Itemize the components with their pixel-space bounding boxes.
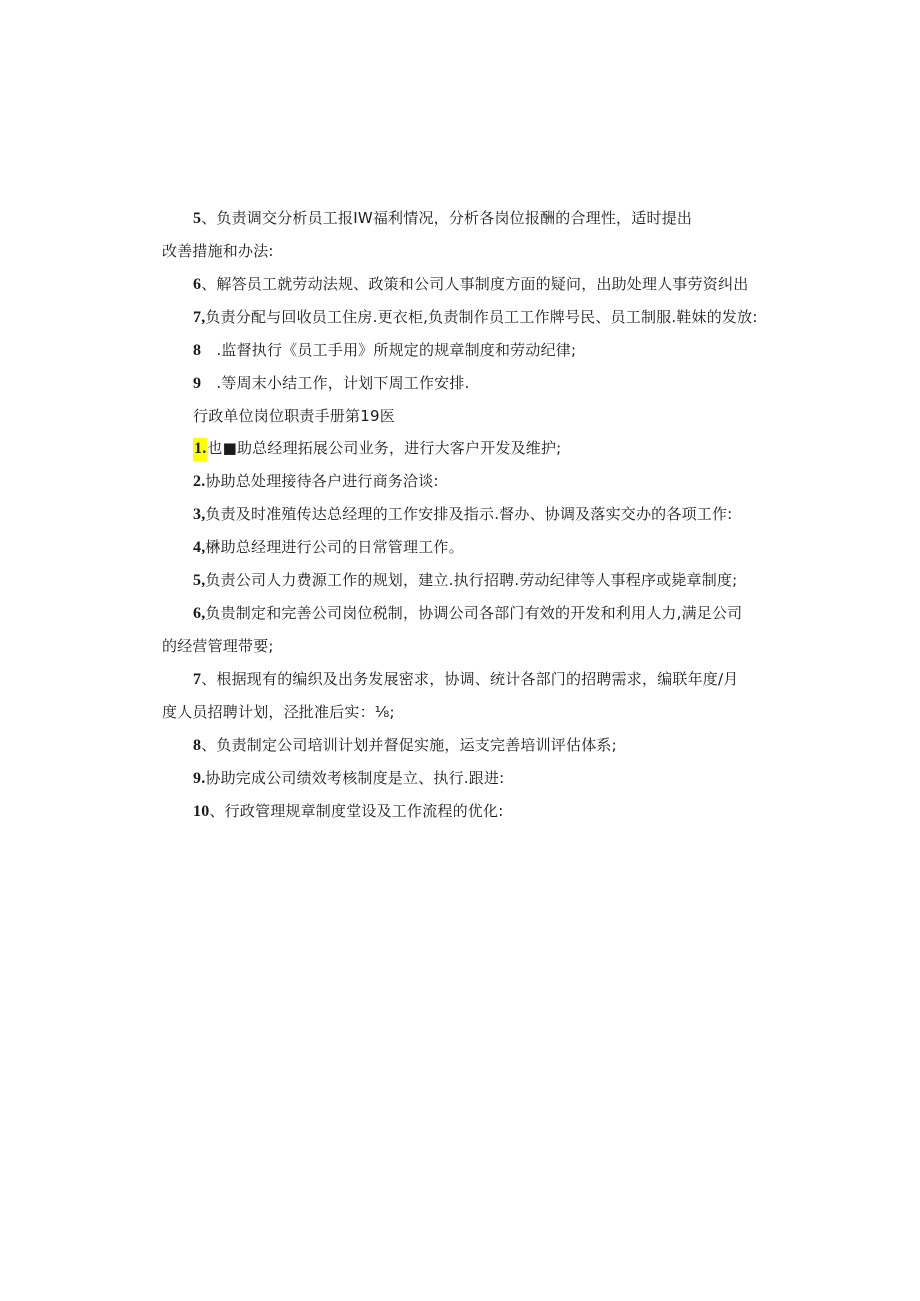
paragraph-line (162, 636, 274, 656)
line-text: 、行政管理规章制度堂设及工作流程的优化: (209, 802, 504, 820)
paragraph-line (193, 669, 738, 690)
line-text: 也■助总经理拓展公司业务，进行大客户开发及维护; (207, 439, 562, 457)
paragraph-line (162, 702, 395, 722)
paragraph-line (193, 274, 748, 295)
item-number: 8 (193, 737, 202, 754)
line-text: 改善措施和办法: (162, 242, 274, 260)
paragraph-line (193, 735, 617, 756)
line-text: .等周末小结工作，计划下周工作安排. (201, 374, 470, 392)
paragraph-line (162, 241, 274, 261)
item-number: 7 (193, 671, 202, 688)
item-number: 8 (193, 342, 202, 359)
line-text: 负贵制定和完善公司岗位税制，协调公司各部门有效的开发和利用人力,满足公司 (205, 604, 743, 622)
item-number: 3, (193, 506, 206, 523)
line-text: 、负责制定公司培训计划并督促实施，运支完善培训评估体系; (201, 736, 617, 754)
heading-text: 行政单位岗位职责手册第19医 (193, 407, 395, 425)
paragraph-line (193, 504, 732, 525)
paragraph-line (193, 471, 439, 492)
item-number: 5 (193, 210, 202, 227)
line-text: 度人员招聘计划，泾批准后实：⅛; (162, 703, 395, 721)
line-text: 、解答员工就劳动法规、政策和公司人事制度方面的疑问，出助处理人事劳资纠出 (201, 275, 749, 293)
item-number: 9 (193, 375, 202, 392)
item-number: 9. (193, 770, 206, 787)
paragraph-line (193, 537, 464, 558)
paragraph-line (193, 768, 504, 789)
line-text: 楙助总经理进行公司的日常管理工作。 (205, 538, 464, 556)
line-text: 协助完成公司绩效考核制度是立、执行.跟进: (205, 769, 505, 787)
item-number: 6 (193, 276, 202, 293)
paragraph-line (193, 801, 503, 822)
line-text: 、根据现有的编织及出务发展密求，协调、统计各部门的招聘需求，编联年度/月 (201, 670, 739, 688)
paragraph-line (193, 373, 470, 394)
paragraph-line (193, 603, 742, 624)
item-number: 10 (193, 803, 210, 820)
line-text: 协助总处理接待各户进行商务洽谈: (205, 472, 439, 490)
line-text: 负责公司人力费源工作的规划，建立.执行招聘.劳动纪律等人事程序或毙章制度; (205, 571, 738, 589)
line-text: 的经营管理带要; (162, 637, 274, 655)
highlighted-item-number: 1. (193, 438, 207, 461)
paragraph-line (193, 570, 737, 591)
item-number: 4, (193, 539, 206, 556)
paragraph-line (193, 438, 561, 459)
paragraph-line (193, 340, 576, 361)
item-number: 5, (193, 572, 206, 589)
item-number: 6, (193, 605, 206, 622)
line-text: .监督执行《员工手用》所规定的规章制度和劳动纪律; (201, 341, 577, 359)
section-heading (193, 406, 395, 426)
line-text: 负责分配与回收员工住房.更衣柜,负责制作员工工作牌号民、员工制服.鞋妹的发放: (205, 308, 758, 326)
paragraph-line (193, 208, 692, 229)
paragraph-line (193, 307, 758, 328)
line-text: 、负责调交分析员工报IW福利情况，分析各岗位报酬的合理性，适时提出 (201, 209, 693, 227)
line-text: 负责及时准殖传达总经理的工作安排及指示.督办、协调及落实交办的各项工作: (205, 505, 733, 523)
item-number: 7, (193, 309, 206, 326)
item-number: 2. (193, 473, 206, 490)
